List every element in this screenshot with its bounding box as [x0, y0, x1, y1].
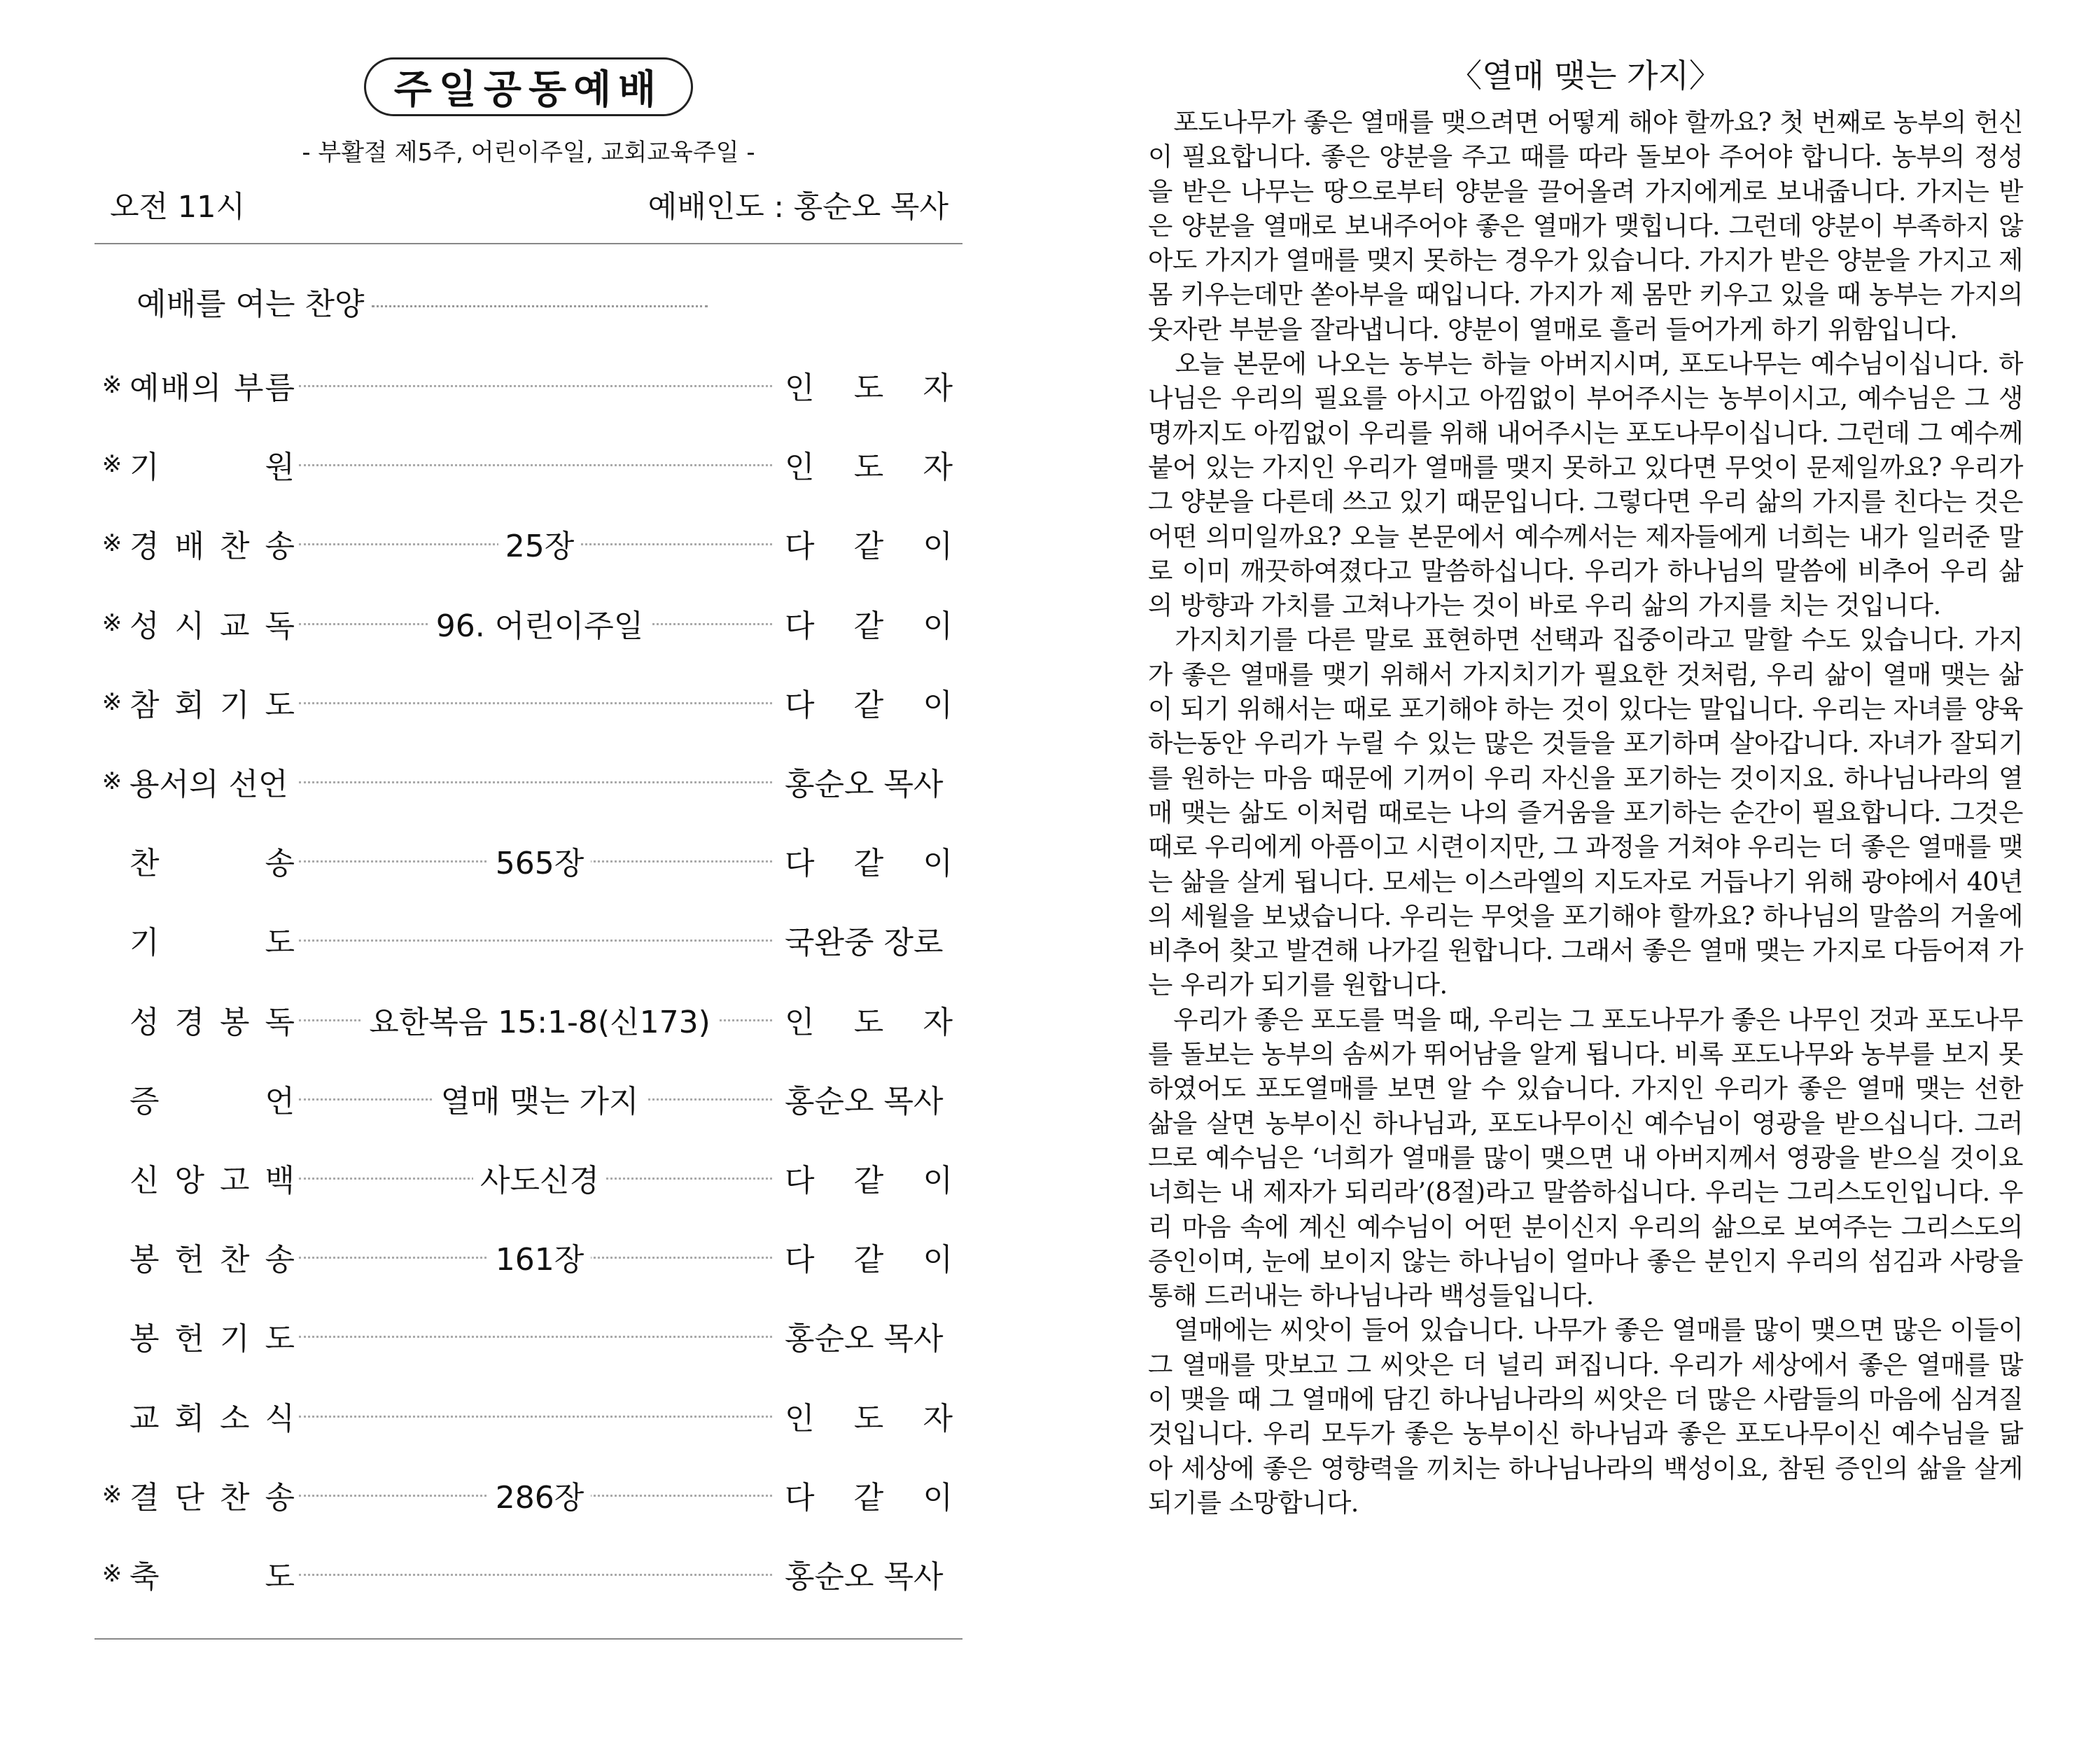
- order-item-name-char: 헌: [174, 1321, 204, 1357]
- order-item-name: [130, 442, 295, 487]
- order-item-detail: 96. 어린이주일: [429, 601, 650, 645]
- order-item-name-char: 소: [219, 1400, 250, 1437]
- order-item-name-char: 회: [174, 687, 204, 723]
- order-item-performer: [785, 1393, 953, 1438]
- service-subtitle: - 부활절 제5주, 어린이주일, 교회교육주일 -: [302, 139, 755, 167]
- opening-row: [136, 277, 766, 326]
- worship-order-page: [94, 0, 962, 1753]
- standing-mark: ※: [102, 687, 122, 716]
- order-item-performer-char: 이: [923, 1163, 953, 1199]
- bottom-divider: [94, 1638, 962, 1640]
- order-item: [94, 599, 962, 648]
- order-item-detail-area: [295, 601, 785, 645]
- order-item-performer: [785, 759, 953, 804]
- order-item-name-char: 백: [265, 1163, 295, 1199]
- order-item-performer: [785, 1076, 953, 1121]
- sermon-paragraph: 열매에는 씨앗이 들어 있습니다. 나무가 좋은 열매를 많이 맺으면 많은 이들이 그 열매를 맛보고 그 씨앗은 더 널리 퍼집니다. 우리가 세상에서 좋은 열매를 많이 맺을 때 그 열매에 담긴 하나님나라의 씨앗은 더 많은 사람들의 마음에 심겨질 것입니다. 우리 모두가 좋은 농부이신 하나님과 좋은 포도나무이신 예수님을 닮아 세상에 좋은 영향력을 끼치는 하나님나라의 백성이요, 참된 증인의 삶을 살게 되기를 소망합니다.: [1148, 1315, 2023, 1518]
- order-item-detail-area: [295, 1472, 785, 1517]
- order-item-name-char: 배: [174, 529, 204, 565]
- standing-mark: ※: [102, 371, 122, 399]
- order-item-performer: [785, 997, 953, 1042]
- order-item-name: [130, 838, 295, 883]
- order-item-performer-char: 인: [785, 449, 815, 486]
- order-item-name-char: 교: [219, 608, 250, 644]
- order-item-name-char: 앙: [174, 1163, 204, 1199]
- order-item: [94, 836, 962, 885]
- order-item-name: [130, 1076, 295, 1121]
- order-item-performer-char: 다: [785, 846, 815, 882]
- order-item-name-char: 도: [265, 687, 295, 723]
- order-item: [94, 1470, 962, 1519]
- order-item-performer-char: 같: [853, 608, 884, 644]
- order-item-name-char: 성: [130, 1004, 160, 1040]
- order-item-name: [130, 521, 295, 566]
- order-item-name-char: 기: [130, 925, 160, 961]
- order-item-name-char: 찬: [219, 1479, 250, 1516]
- order-item-detail: 요한복음 15:1-8(신173): [362, 997, 718, 1042]
- sermon-title: 〈열매 맺는 가지〉: [1450, 57, 1721, 95]
- order-item-name-char: 축: [130, 1559, 160, 1595]
- service-leader: 예배인도 : 홍순오 목사: [648, 189, 948, 225]
- opening-label: 예배를 여는 찬양: [136, 286, 365, 322]
- order-item-name-char: 예: [130, 370, 160, 406]
- order-item-name-char: 결: [130, 1479, 160, 1516]
- order-item-name: [130, 1155, 295, 1200]
- order-item-performer: [785, 1551, 953, 1596]
- order-item-name-char: 름: [265, 370, 295, 406]
- order-item: [94, 757, 962, 806]
- order-item-name-char: 기: [219, 1321, 250, 1357]
- order-item-name-char: 의: [191, 370, 222, 406]
- order-item-performer: [785, 363, 953, 407]
- order-item-name-char: 봉: [130, 1321, 160, 1357]
- leader-dots: [299, 940, 772, 942]
- leader-dots: [299, 781, 772, 783]
- leader-dots: [299, 464, 772, 466]
- order-item-name-char: 언: [265, 1083, 295, 1119]
- order-item-performer-char: 다: [785, 608, 815, 644]
- order-item-name-char: 독: [265, 608, 295, 644]
- sermon-paragraph: 가지치기를 다른 말로 표현하면 선택과 집중이라고 말할 수도 있습니다. 가지가 좋은 열매를 맺기 위해서 가지치기가 필요한 것처럼, 우리 삶이 열매 맺는 삶이 되기 위해서는 때로 포기해야 하는 것이 있다는 말입니다. 우리는 자녀를 양육하는동안 우리가 누릴 수 있는 많은 것들을 포기하며 살아갑니다. 자녀가 잘되기를 원하는 마음 때문에 기꺼이 우리 자신을 포기하는 것이지요. 하나님나라의 열매 맺는 삶도 이처럼 때로는 나의 즐거움을 포기하는 순간이 필요합니다. 그것은 때로 우리에게 아픔이고 시련이지만, 그 과정을 거쳐야 우리는 더 좋은 열매를 맺는 삶을 살게 됩니다. 모세는 이스라엘의 지도자로 거듭나기 위해 광야에서 40년의 세월을 보냈습니다. 우리는 무엇을 포기해야 할까요? 하나님의 말씀의 거울에 비추어 찾고 발견해 나가길 원합니다. 그래서 좋은 열매 맺는 가지로 다듬어져 가는 우리가 되기를 원합니다.: [1148, 624, 2023, 1000]
- order-item-name-char: 용서의 선언: [130, 767, 288, 802]
- top-divider: [94, 243, 962, 244]
- order-item-name-char: 봉: [219, 1004, 250, 1040]
- order-item-performer-char: 이: [923, 1242, 953, 1278]
- order-item-name-char: 신: [130, 1163, 160, 1199]
- order-item-detail-area: [295, 1234, 785, 1279]
- order-item-detail-area: [295, 1155, 785, 1200]
- standing-mark: ※: [102, 529, 122, 558]
- order-item-detail-area: [295, 1076, 785, 1121]
- order-item: [94, 1074, 962, 1123]
- order-item-performer-char: 다: [785, 1163, 815, 1199]
- order-item-performer-char: 도: [853, 1400, 884, 1437]
- order-item-name-char: 도: [265, 1559, 295, 1595]
- order-item-name: [130, 1472, 295, 1517]
- order-item: [94, 1391, 962, 1440]
- order-item-name: [130, 1313, 295, 1358]
- order-item-performer-char: 도: [853, 370, 884, 406]
- order-item-detail: 161장: [489, 1234, 592, 1279]
- order-item: [94, 361, 962, 410]
- order-item: [94, 440, 962, 489]
- order-item-name-char: 송: [265, 529, 295, 565]
- order-item-detail: 286장: [489, 1472, 592, 1517]
- order-item-performer-char: 인: [785, 1400, 815, 1437]
- order-item-performer: [785, 838, 953, 883]
- sermon-paragraph: 우리가 좋은 포도를 먹을 때, 우리는 그 포도나무가 좋은 나무인 것과 포도나무를 돌보는 농부의 솜씨가 뛰어남을 알게 됩니다. 비록 포도나무와 농부를 보지 못하였어도 포도열매를 보면 알 수 있습니다. 가지인 우리가 좋은 열매 맺는 선한 삶을 살면 농부이신 하나님과, 포도나무이신 예수님이 영광을 받으십니다. 그러므로 예수님은 ‘너희가 열매를 많이 맺으면 내 아버지께서 영광을 받으실 것이요 너희는 내 제자가 되리라’(8절)라고 말씀하십니다. 우리는 그리스도인입니다. 우리 마음 속에 계신 예수님이 어떤 분이신지 우리의 삶으로 보여주는 그리스도의 증인이며, 눈에 보이지 않는 하나님이 얼마나 좋은 분인지 우리의 섬김과 사랑을 통해 드러내는 하나님나라 백성들입니다.: [1148, 1004, 2023, 1311]
- order-item-name-char: 증: [130, 1083, 160, 1119]
- order-item-performer: [785, 1313, 953, 1358]
- order-item-name: [130, 759, 295, 804]
- order-item-performer-char: 홍순오 목사: [785, 1083, 944, 1119]
- order-item-detail: 사도신경: [473, 1155, 606, 1200]
- order-item: [94, 519, 962, 568]
- order-item-performer-char: 자: [923, 449, 953, 486]
- standing-mark: ※: [102, 1560, 122, 1588]
- order-item-name: [130, 363, 295, 407]
- leader-dots: [299, 1574, 772, 1576]
- order-item-performer-char: 홍순오 목사: [785, 1321, 944, 1357]
- leader-dots: [299, 1416, 772, 1418]
- standing-mark: ※: [102, 1480, 122, 1509]
- time-row: [110, 183, 948, 225]
- order-item-name-char: 교: [130, 1400, 160, 1437]
- leader-dots: [299, 702, 772, 704]
- leader-dots: [299, 385, 772, 387]
- order-item-name-char: 봉: [130, 1242, 160, 1278]
- order-item-performer-char: 다: [785, 687, 815, 723]
- order-item-detail-area: [295, 997, 785, 1042]
- order-item-performer-char: 같: [853, 1479, 884, 1516]
- order-item-name-char: 도: [265, 1321, 295, 1357]
- order-item-name-char: 경: [130, 529, 160, 565]
- sermon-paragraph: 오늘 본문에 나오는 농부는 하늘 아버지시며, 포도나무는 예수님이십니다. 하나님은 우리의 필요를 아시고 아낌없이 부어주시는 농부이시고, 예수님은 그 생명까지도 아낌없이 우리를 위해 내어주시는 포도나무이십니다. 그런데 그 예수께 붙어 있는 가지인 우리가 열매를 맺지 못하고 있다면 무엇이 문제일까요? 우리가 그 양분을 다른데 쓰고 있기 때문입니다. 그렇다면 우리 삶의 가지를 친다는 것은 어떤 의미일까요? 오늘 본문에서 예수께서는 제자들에게 너희는 내가 일러준 말로 이미 깨끗하여졌다고 말씀하십니다. 우리가 하나님의 말씀에 비추어 우리 삶의 방향과 가치를 고쳐나가는 것이 바로 우리 삶의 가지를 치는 것입니다.: [1148, 349, 2023, 621]
- order-item: [94, 1153, 962, 1202]
- order-item-name: [130, 601, 295, 645]
- standing-mark: ※: [102, 767, 122, 795]
- order-item-performer-char: 같: [853, 1163, 884, 1199]
- order-item: [94, 995, 962, 1044]
- order-item-performer-char: 자: [923, 370, 953, 406]
- order-item-name: [130, 917, 295, 962]
- order-item-performer-char: 같: [853, 529, 884, 565]
- standing-mark: ※: [102, 608, 122, 637]
- order-item-performer-char: 국완중 장로: [785, 925, 944, 961]
- order-item-performer-char: 같: [853, 846, 884, 882]
- order-item-performer-char: 인: [785, 1004, 815, 1040]
- order-item-detail-area: [295, 838, 785, 883]
- order-item-name-char: 참: [130, 687, 160, 723]
- standing-mark: ※: [102, 450, 122, 479]
- order-item-performer-char: 자: [923, 1400, 953, 1437]
- order-item: [94, 915, 962, 964]
- order-item-name-char: 고: [219, 1163, 250, 1199]
- order-item-performer-char: 같: [853, 1242, 884, 1278]
- order-item-name-char: 찬: [130, 846, 160, 882]
- order-item-performer: [785, 1472, 953, 1517]
- order-item-detail: 565장: [489, 838, 592, 883]
- sermon-paragraph: 포도나무가 좋은 열매를 맺으려면 어떻게 해야 할까요? 첫 번째로 농부의 헌신이 필요합니다. 좋은 양분을 주고 때를 따라 돌보아 주어야 합니다. 농부의 정성을 받은 나무는 땅으로부터 양분을 끌어올려 가지에게로 보내줍니다. 가지는 받은 양분을 열매로 보내주어야 좋은 열매가 맺힙니다. 그런데 양분이 부족하지 않아도 가지가 열매를 맺지 못하는 경우가 있습니다. 가지가 받은 양분을 가지고 제 몸 키우는데만 쏟아부을 때입니다. 가지가 제 몸만 키우고 있을 때 농부는 가지의 웃자란 부분을 잘라냅니다. 양분이 열매로 흘러 들어가게 하기 위함입니다.: [1148, 107, 2023, 344]
- order-item: [94, 1311, 962, 1360]
- order-item-performer-char: 홍순오 목사: [785, 1559, 944, 1595]
- order-item-name-char: 기: [219, 687, 250, 723]
- order-item-performer: [785, 442, 953, 487]
- order-item-performer-char: 이: [923, 687, 953, 723]
- order-item-performer-char: 도: [853, 1004, 884, 1040]
- order-item: [94, 1549, 962, 1598]
- order-item-name-char: 송: [265, 846, 295, 882]
- service-title: 주일공동예배: [364, 57, 693, 116]
- order-item-name-char: 단: [174, 1479, 204, 1516]
- order-item-performer-char: 다: [785, 529, 815, 565]
- order-item-name-char: 성: [130, 608, 160, 644]
- order-item-performer: [785, 1234, 953, 1279]
- order-item-performer-char: 이: [923, 608, 953, 644]
- order-item-name-char: 헌: [174, 1242, 204, 1278]
- order-item-performer-char: 자: [923, 1004, 953, 1040]
- order-item-name: [130, 997, 295, 1042]
- order-item-name-char: 찬: [219, 1242, 250, 1278]
- order-item-performer: [785, 521, 953, 566]
- order-item-performer-char: 같: [853, 687, 884, 723]
- order-item-performer-char: 다: [785, 1479, 815, 1516]
- sermon-body: [1148, 105, 2023, 1520]
- order-item-name-char: [223, 363, 232, 407]
- order-item-name-char: 경: [174, 1004, 204, 1040]
- order-item-name: [130, 1551, 295, 1596]
- order-item-name-char: 부: [234, 370, 264, 406]
- order-item-name-char: 송: [265, 1242, 295, 1278]
- order-item-performer-char: 인: [785, 370, 815, 406]
- order-item-name-char: 독: [265, 1004, 295, 1040]
- order-item-performer-char: 홍순오 목사: [785, 767, 944, 802]
- opening-leader-dots: [372, 305, 708, 307]
- order-item-name-char: 회: [174, 1400, 204, 1437]
- order-item: [94, 678, 962, 727]
- order-item-detail: 25장: [498, 521, 582, 566]
- order-item-name-char: 시: [174, 608, 204, 644]
- order-item-performer: [785, 601, 953, 645]
- order-item-name-char: 찬: [219, 529, 250, 565]
- order-item-name: [130, 680, 295, 725]
- order-item-performer-char: 다: [785, 1242, 815, 1278]
- order-item-performer-char: 이: [923, 1479, 953, 1516]
- order-item-performer-char: 이: [923, 846, 953, 882]
- order-item-name-char: 원: [265, 449, 295, 486]
- order-item-name-char: 배: [160, 370, 190, 406]
- order-item-name-char: 도: [265, 925, 295, 961]
- order-item-name-char: 기: [130, 449, 160, 486]
- order-item-name-char: 식: [265, 1400, 295, 1437]
- leader-dots: [299, 1336, 772, 1338]
- order-item-performer: [785, 680, 953, 725]
- order-item-name-char: 송: [265, 1479, 295, 1516]
- order-item-name: [130, 1234, 295, 1279]
- order-item-performer-char: 도: [853, 449, 884, 486]
- order-item-name: [130, 1393, 295, 1438]
- order-item-detail-area: [295, 521, 785, 566]
- order-item-performer-char: 이: [923, 529, 953, 565]
- order-item: [94, 1232, 962, 1281]
- order-item-performer: [785, 917, 953, 962]
- order-item-detail: 열매 맺는 가지: [434, 1076, 646, 1121]
- order-item-performer: [785, 1155, 953, 1200]
- service-time: 오전 11시: [110, 189, 245, 225]
